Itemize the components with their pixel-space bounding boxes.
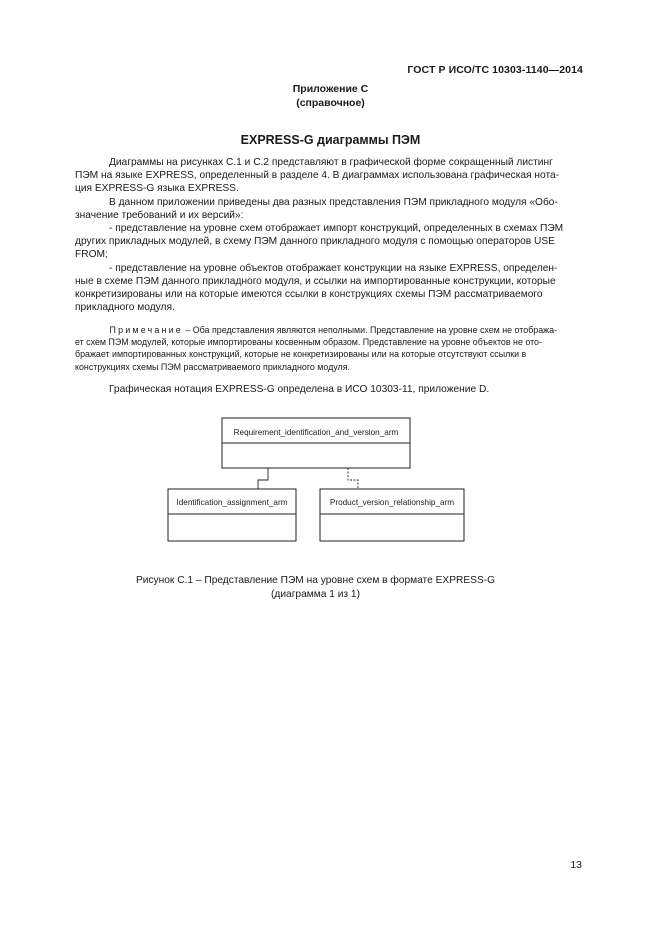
p1-line1: Диаграммы на рисунках С.1 и С.2 представляют в графической форме сокращенный листинг [108,157,553,168]
note-label: Примечание [109,325,183,335]
left-schema-label: Identification_assignment_arm [176,498,288,507]
notation-sentence: Графическая нотация EXPRESS-G определена в ИСО 10303-11, приложение D. [108,384,490,395]
section-title: EXPRESS-G диаграммы ПЭМ [240,133,421,147]
p4-line4: прикладного модуля. [75,302,175,314]
figure-caption: Рисунок С.1 – Представление ПЭМ на уровне схем в формате EXPRESS-G [135,575,496,586]
note-block [75,324,584,373]
p1-line2: ПЭМ на языке EXPRESS, определенный в разделе 4. В диаграммах использована графическая нота- [75,170,560,182]
left-schema-box [168,489,296,541]
main-schema-box [222,418,410,468]
note-line2: ет схем ПЭМ модулей, которые импортированы косвенным образом. Представление на уровне объектов не ото- [75,337,542,348]
note-line4: конструкциях схемы ПЭМ рассматриваемого прикладного модуля. [75,361,350,372]
p3-line2: других прикладных модулей, в схему ПЭМ данного прикладного модуля с помощью операторов USE [75,236,555,248]
p2-line1: В данном приложении приведены два разных представления ПЭМ прикладного модуля «Обо- [108,196,558,208]
appendix-title: Приложение С [292,83,369,95]
standard-code: ГОСТ Р ИСО/ТС 10303-1140—2014 [407,64,583,76]
p4-line3: конкретизированы или на которые имеются ссылки в конструкциях схемы ПЭМ рассматриваемого [75,289,543,301]
note-line1: Примечание – Оба представления являются неполными. Представление на уровне схем не отобража- [109,325,557,335]
page-number: 13 [570,859,582,871]
p1-line3: ция EXPRESS-G языка EXPRESS. [75,183,239,195]
appendix-subtitle: (справочное) [296,97,365,109]
figure-caption-subtitle: (диаграмма 1 из 1) [271,589,360,600]
main-schema-label: Requirement_identification_and_version_arm [233,428,399,437]
p4-line2: ные в схеме ПЭМ данного прикладного модуля, и ссылки на импортированные конструкции, которые [75,275,556,287]
express-g-diagram [160,410,480,550]
p2-line2: значение требований и их версий»: [75,209,244,221]
right-schema-box [320,489,464,541]
p4-line1: - представление на уровне объектов отображает конструкции на языке EXPRESS, определен- [108,262,558,274]
body-text [75,156,584,314]
p3-line1: - представление на уровне схем отображает импорт конструкций, определенных в схемах ПЭМ [108,223,564,235]
note-line3: бражает импортированных конструкций, которые не конкретизированы или на которые отсутствуют ссылки в [75,349,527,360]
p3-line3: FROM; [75,249,108,261]
right-schema-label: Product_version_relationship_arm [329,498,455,507]
